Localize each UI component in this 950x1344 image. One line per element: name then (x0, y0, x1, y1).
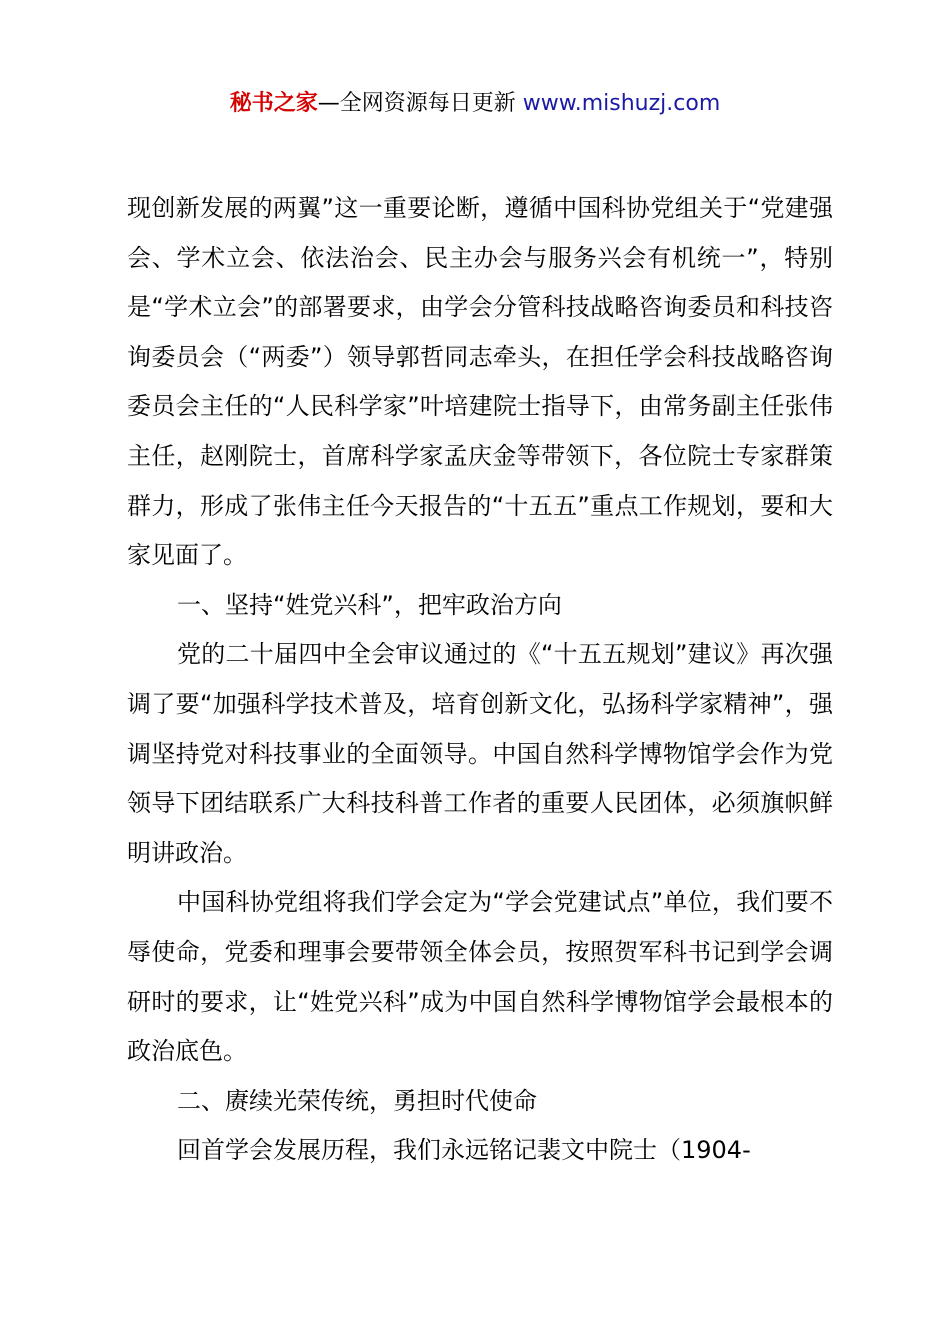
body-paragraph: 回首学会发展历程，我们永远铭记裴文中院士（1904- (177, 1136, 751, 1165)
body-paragraph: 中国科协党组将我们学会定为“学会党建试点”单位，我们要不辱使命，党委和理事会要带领全体会员，按照贺军科书记到学会调研时的要求，让“姓党兴科”成为中国自然科学博物馆学会最根本的政治底色。 (127, 888, 833, 1066)
site-url-link[interactable]: www.mishuzj.com (522, 91, 721, 116)
site-header (0, 88, 950, 120)
body-paragraph: 党的二十届四中全会审议通过的《“十五五规划”建议》再次强调了要“加强科学技术普及，培育创新文化，弘扬科学家精神”，强调坚持党对科技事业的全面领导。中国自然科学博物馆学会作为党领导下团结联系广大科技科普工作者的重要人民团体，必须旗帜鲜明讲政治。 (127, 640, 833, 867)
body-paragraph: 现创新发展的两翼”这一重要论断，遵循中国科协党组关于“党建强会、学术立会、依法治会、民主办会与服务兴会有机统一”，特别是“学术立会”的部署要求，由学会分管科技战略咨询委员和科技咨询委员会（“两委”）领导郭哲同志牵头，在担任学会科技战略咨询委员会主任的“人民科学家”叶培建院士指导下，由常务副主任张伟主任，赵刚院士，首席科学家孟庆金等带领下，各位院士专家群策群力，形成了张伟主任今天报告的“十五五”重点工作规划，要和大家见面了。 (127, 194, 833, 570)
header-slogan: —全网资源每日更新 (317, 91, 516, 116)
section-heading: 一、坚持“姓党兴科”，把牢政治方向 (177, 590, 562, 619)
document-body (127, 184, 833, 1176)
brand-name: 秘书之家 (229, 91, 318, 116)
section-heading: 二、赓续光荣传统，勇担时代使命 (177, 1086, 537, 1115)
